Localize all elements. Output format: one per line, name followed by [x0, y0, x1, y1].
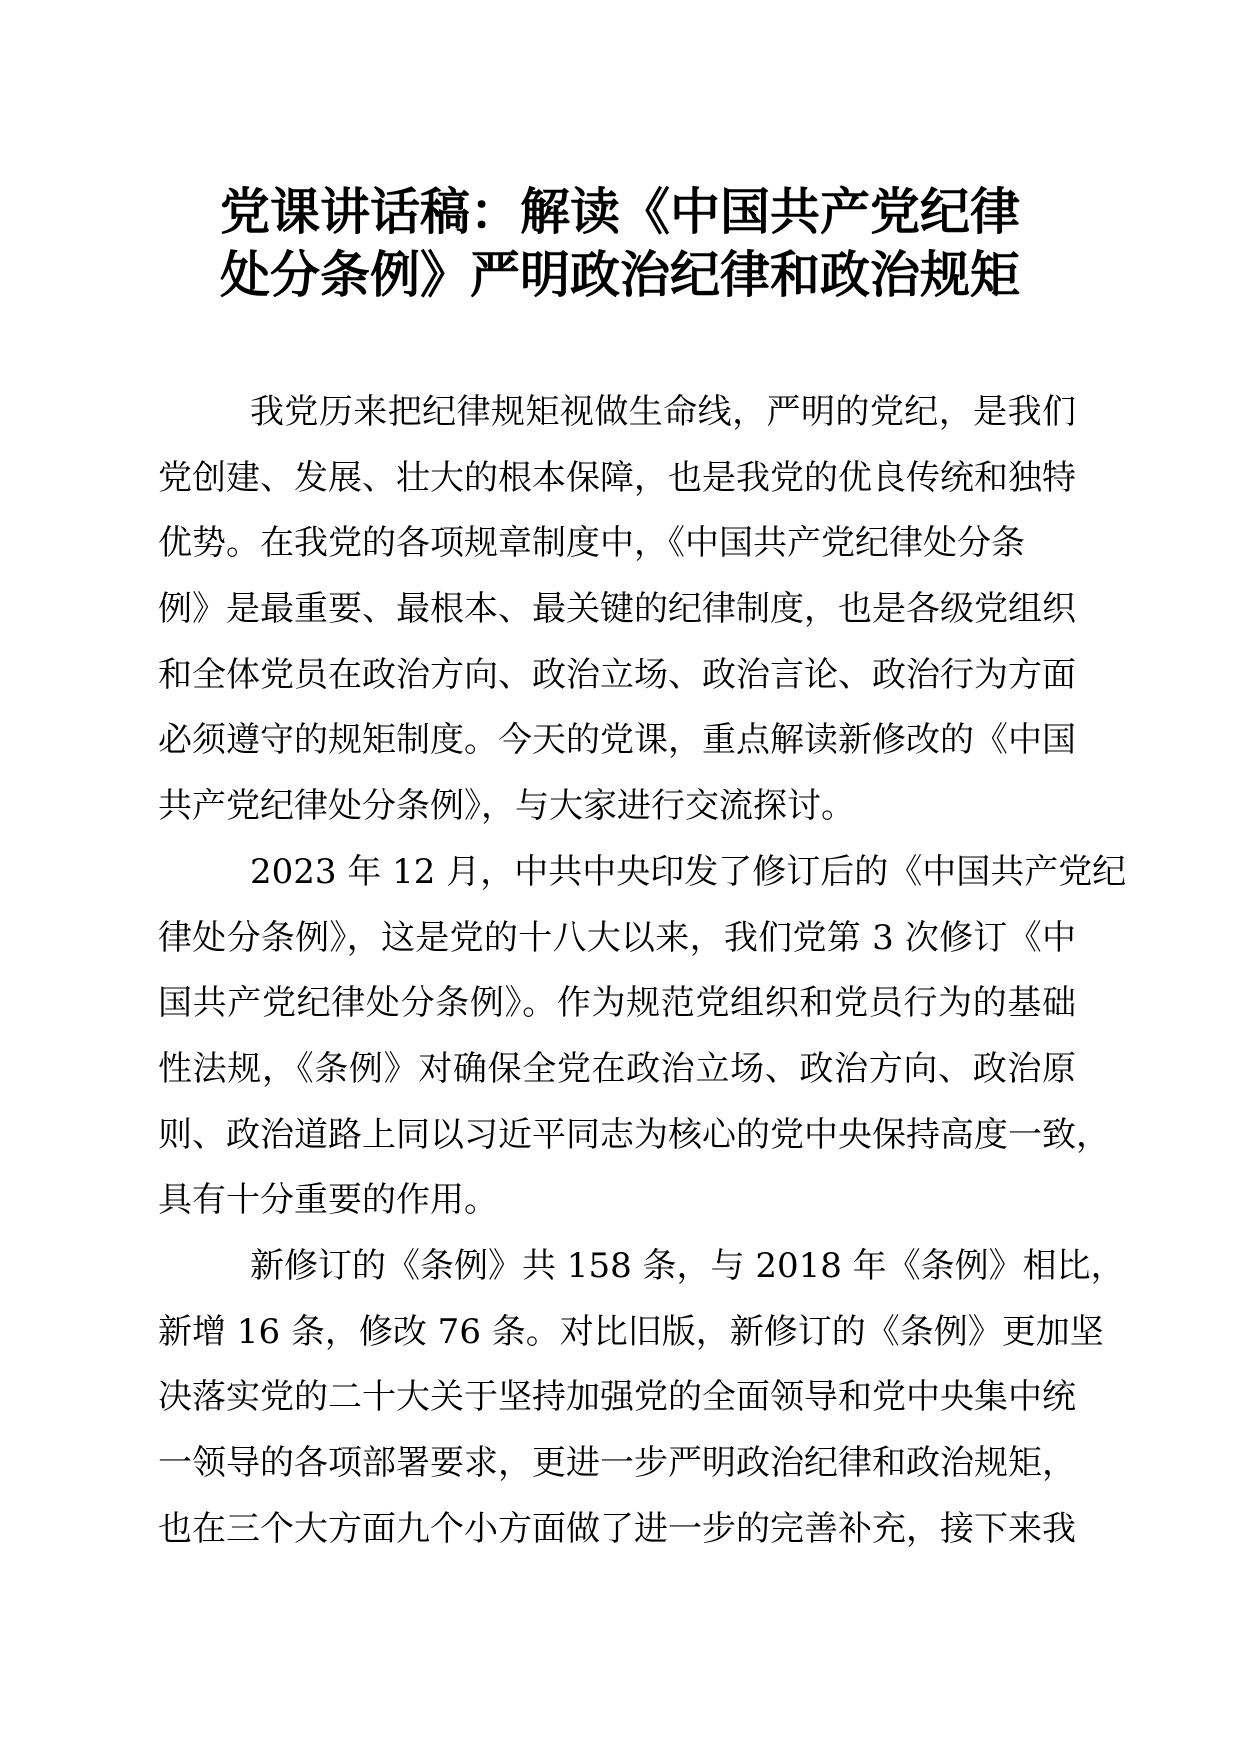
text-line: 国共产党纪律处分条例》。作为规范党组织和党员行为的基础: [158, 983, 1076, 1024]
text-line: 性法规，《条例》对确保全党在政治立场、政治方向、政治原: [158, 1048, 1076, 1089]
text-line: 共产党纪律处分条例》，与大家进行交流探讨。: [158, 786, 855, 827]
text-line: 例》是最重要、最根本、最关键的纪律制度，也是各级党组织: [158, 589, 1076, 630]
text-line: 决落实党的二十大关于坚持加强党的全面领导和党中央集中统: [158, 1377, 1076, 1418]
document-title-line-1: 党课讲话稿：解读《中国共产党纪律: [220, 182, 1020, 241]
text-line: 优势。在我党的各项规章制度中，《中国共产党纪律处分条: [158, 523, 1025, 564]
text-line: 则、政治道路上同以习近平同志为核心的党中央保持高度一致，: [158, 1114, 1110, 1155]
document-title-line-2: 处分条例》严明政治纪律和政治规矩: [220, 245, 1020, 304]
text-line: 和全体党员在政治方向、政治立场、政治言论、政治行为方面: [158, 654, 1076, 695]
text-line: 我党历来把纪律规矩视做生命线，严明的党纪，是我们: [250, 392, 1076, 432]
document-body: [158, 380, 1127, 1562]
paragraph-3: [158, 1234, 1125, 1562]
paragraph-1: [158, 380, 1076, 840]
text-line: 必须遵守的规矩制度。今天的党课，重点解读新修改的《中国: [158, 720, 1076, 761]
text-line: 新修订的《条例》共 158 条，与 2018 年《条例》相比，: [250, 1245, 1125, 1286]
text-line: 一领导的各项部署要求，更进一步严明政治纪律和政治规矩，: [158, 1443, 1076, 1483]
text-line: 具有十分重要的作用。: [158, 1180, 498, 1221]
paragraph-2: [158, 840, 1127, 1234]
text-line: 2023 年 12 月，中共中央印发了修订后的《中国共产党纪: [250, 851, 1127, 892]
text-line: 律处分条例》，这是党的十八大以来，我们党第 3 次修订《中: [158, 917, 1076, 958]
text-line: 新增 16 条，修改 76 条。对比旧版，新修订的《条例》更加坚: [158, 1311, 1104, 1352]
text-line: 也在三个大方面九个小方面做了进一步的完善补充，接下来我: [158, 1508, 1076, 1549]
text-line: 党创建、发展、壮大的根本保障，也是我党的优良传统和独特: [158, 457, 1076, 498]
